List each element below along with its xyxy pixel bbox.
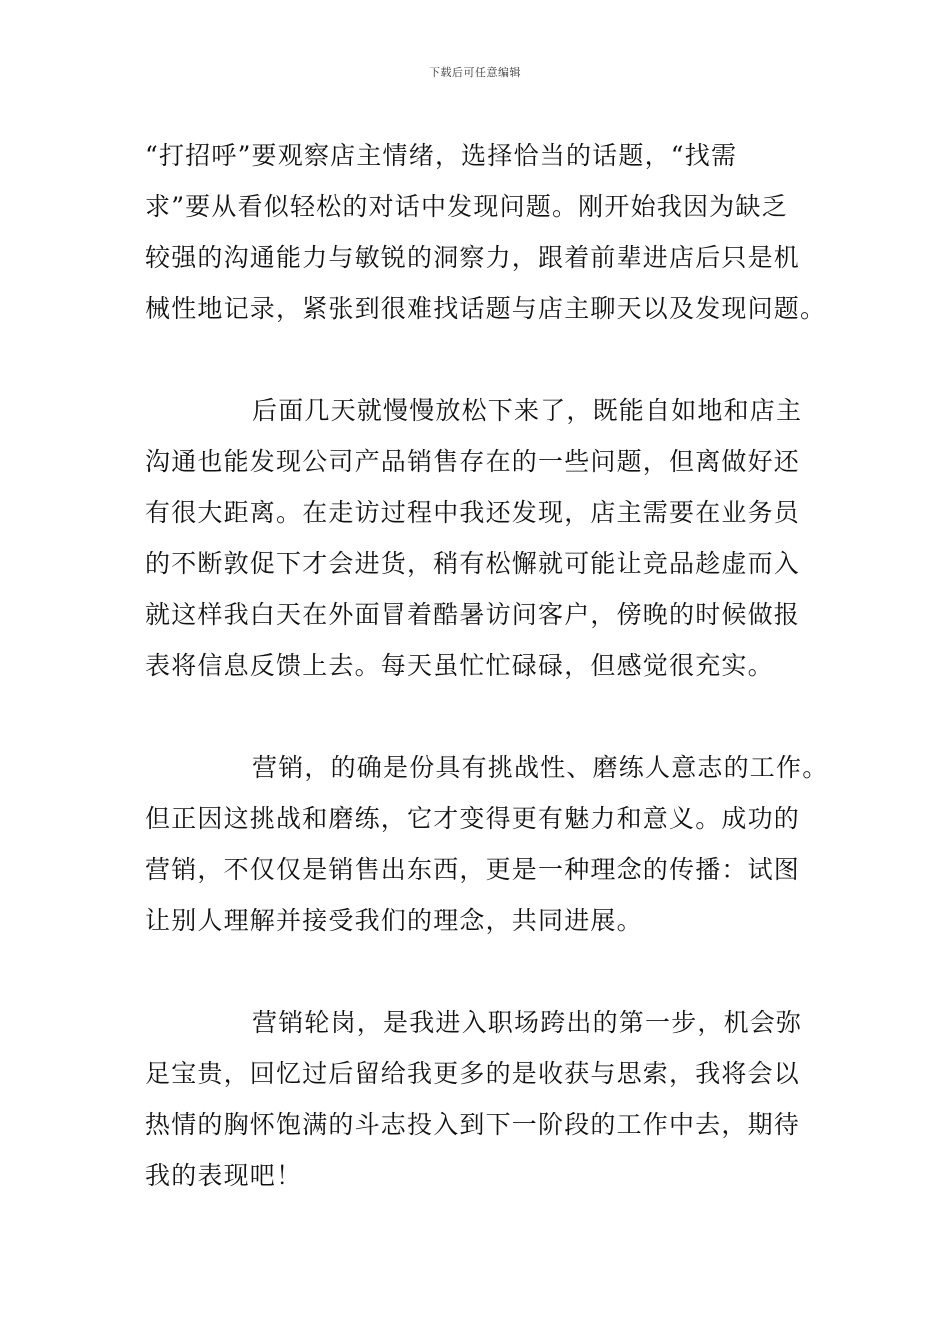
text-line: 求”要从看似轻松的对话中发现问题。刚开始我因为缺乏	[145, 192, 788, 221]
paragraph-2	[145, 385, 810, 691]
text-line: 后面几天就慢慢放松下来了，既能自如地和店主	[252, 396, 803, 425]
page-header: 下载后可任意编辑	[429, 66, 521, 79]
text-line: 营销，的确是份具有挑战性、磨练人意志的工作。	[252, 753, 829, 782]
text-line: 热情的胸怀饱满的斗志投入到下一阶段的工作中去，期待	[145, 1110, 801, 1139]
paragraph-3	[145, 742, 829, 946]
text-line: 表将信息反馈上去。每天虽忙忙碌碌，但感觉很充实。	[145, 651, 774, 680]
paragraph-4	[145, 997, 810, 1201]
text-line: 足宝贵，回忆过后留给我更多的是收获与思索，我将会以	[145, 1059, 801, 1088]
text-line: 沟通也能发现公司产品销售存在的一些问题，但离做好还	[145, 447, 801, 476]
text-line: 但正因这挑战和磨练，它才变得更有魅力和意义。成功的	[145, 804, 801, 833]
text-line: 营销，不仅仅是销售出东西，更是一种理念的传播：试图	[145, 855, 801, 884]
text-line: 械性地记录，紧张到很难找话题与店主聊天以及发现问题。	[145, 294, 827, 323]
text-line: 有很大距离。在走访过程中我还发现，店主需要在业务员	[145, 498, 801, 527]
text-line: 的不断敦促下才会进货，稍有松懈就可能让竞品趁虚而入	[145, 549, 801, 578]
paragraph-1	[145, 130, 827, 334]
text-line: 我的表现吧！	[145, 1161, 303, 1190]
paragraph-spacer	[145, 334, 810, 385]
paragraph-spacer	[145, 691, 810, 742]
text-line: “打招呼”要观察店主情绪，选择恰当的话题，“找需	[145, 141, 738, 170]
document-body	[145, 130, 829, 1201]
text-line: 较强的沟通能力与敏锐的洞察力，跟着前辈进店后只是机	[145, 243, 801, 272]
text-line: 就这样我白天在外面冒着酷暑访问客户，傍晚的时候做报	[145, 600, 801, 629]
text-line: 让别人理解并接受我们的理念，共同进展。	[145, 906, 643, 935]
text-line: 营销轮岗，是我进入职场跨出的第一步，机会弥	[252, 1008, 803, 1037]
paragraph-spacer	[145, 946, 810, 997]
